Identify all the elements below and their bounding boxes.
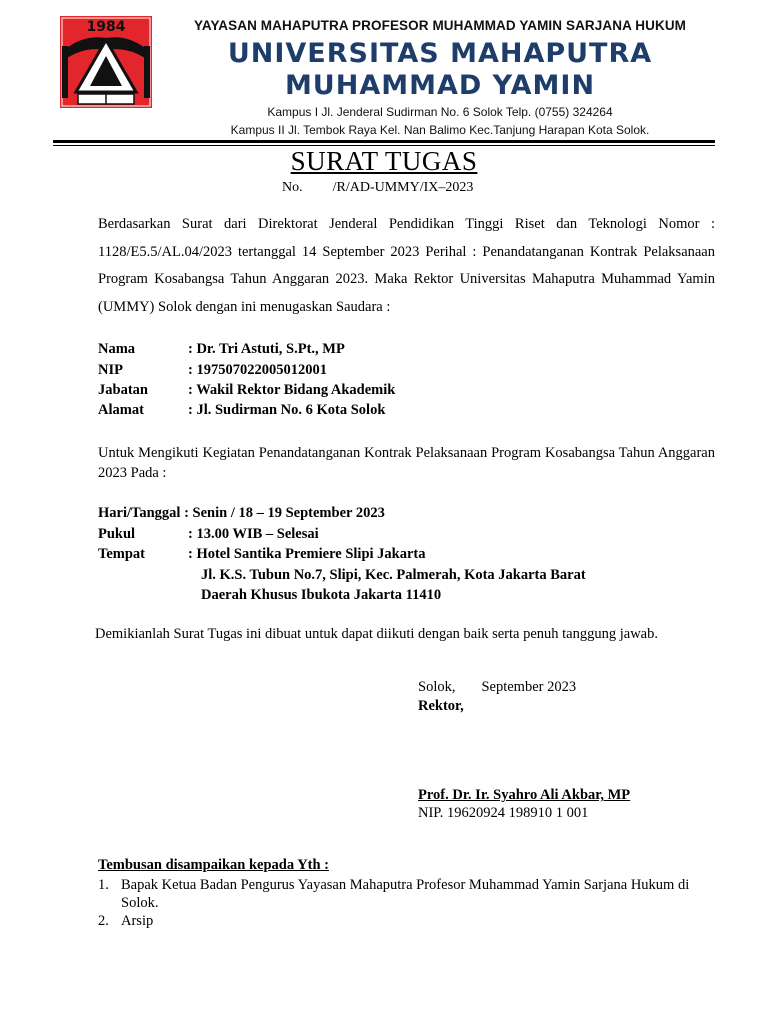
copies-item: [98, 876, 718, 912]
event-time-label: Pukul: [98, 526, 136, 542]
assignee-position-label: Jabatan: [98, 382, 148, 398]
assignee-nip-label: NIP: [98, 362, 123, 378]
assignee-position-value: : Wakil Rektor Bidang Akademik: [188, 382, 396, 398]
signature-place: Solok,: [418, 679, 456, 695]
event-place-line2: Jl. K.S. Tubun No.7, Slipi, Kec. Palmerah, Kota Jakarta Barat: [201, 567, 586, 583]
assignee-name-label: Nama: [98, 341, 136, 357]
copies-list: [98, 876, 718, 930]
university-name-line1: UNIVERSITAS MAHAPUTRA: [227, 38, 653, 69]
assignee-address-value: : Jl. Sudirman No. 6 Kota Solok: [188, 402, 386, 418]
event-place-line3: Daerah Khusus Ibukota Jakarta 11410: [201, 587, 442, 603]
assignee-nip-row: [98, 362, 327, 379]
copies-item-text: Bapak Ketua Badan Pengurus Yayasan Mahaputra Profesor Muhammad Yamin Sarjana Hukum di Solok.: [121, 877, 690, 911]
signatory-nip: NIP. 19620924 198910 1 001: [418, 805, 589, 821]
copies-title: Tembusan disampaikan kepada Yth :: [98, 857, 330, 873]
assignee-address-label: Alamat: [98, 402, 144, 418]
assignee-position-row: [98, 382, 395, 399]
copies-item-number: 1.: [98, 877, 109, 893]
intro-paragraph: Berdasarkan Surat dari Direktorat Jenderal Pendidikan Tinggi Riset dan Teknologi Nomor : 1128/E5.5/AL.04/2023 tertanggal 14 September 2023 Perihal : Penandatanganan Kontrak Pelaksanaan Program Kosabangsa Tahun Anggaran 2023. Maka Rektor Universitas Mahaputra Muhammad Yamin (UMMY) Solok dengan ini menugaskan Saudara :: [98, 216, 715, 315]
signatory-name: Prof. Dr. Ir. Syahro Ali Akbar, MP: [418, 787, 631, 803]
assignee-name-value: : Dr. Tri Astuti, S.Pt., MP: [188, 341, 345, 357]
copies-item-number: 2.: [98, 913, 109, 929]
foundation-name: YAYASAN MAHAPUTRA PROFESOR MUHAMMAD YAMIN SARJANA HUKUM: [193, 18, 687, 33]
university-name: [160, 38, 720, 102]
assignee-name-row: [98, 341, 345, 358]
event-time-row: [98, 526, 319, 543]
signature-date: September 2023: [481, 679, 577, 695]
campus-2-address: Kampus II Jl. Tembok Raya Kel. Nan Balimo Kec.Tanjung Harapan Kota Solok.: [230, 123, 650, 137]
purpose-paragraph: Untuk Mengikuti Kegiatan Penandatanganan Kontrak Pelaksanaan Program Kosabangsa Tahun Anggaran 2023 Pada :: [98, 445, 715, 481]
copies-item-text: Arsip: [121, 913, 154, 929]
university-name-line2: MUHAMMAD YAMIN: [284, 70, 596, 101]
event-place-value: : Hotel Santika Premiere Slipi Jakarta: [188, 546, 426, 562]
letter-number-prefix: No.: [282, 180, 303, 195]
event-place-label: Tempat: [98, 546, 145, 562]
event-place-row: [98, 546, 426, 563]
signature-place-date: [418, 679, 576, 696]
letter-number: [282, 180, 473, 196]
event-time-value: : 13.00 WIB – Selesai: [188, 526, 319, 542]
header-divider-thick: [53, 140, 715, 143]
event-date-label: Hari/Tanggal: [98, 505, 181, 521]
letter-number-suffix: /R/AD-UMMY/IX–2023: [332, 180, 474, 195]
copies-item: [98, 912, 718, 930]
event-date-value: : Senin / 18 – 19 September 2023: [184, 505, 385, 521]
assignee-address-row: [98, 402, 385, 419]
closing-paragraph: Demikianlah Surat Tugas ini dibuat untuk dapat diikuti dengan baik serta penuh tanggung jawab.: [95, 626, 658, 642]
signature-role: Rektor,: [418, 698, 464, 714]
event-date-row: [98, 505, 385, 522]
campus-1-address: Kampus I Jl. Jenderal Sudirman No. 6 Solok Telp. (0755) 324264: [267, 105, 613, 119]
logo-year: 1984: [86, 19, 126, 35]
letter-title: SURAT TUGAS: [290, 146, 478, 176]
university-logo: [60, 16, 152, 108]
assignee-nip-value: : 197507022005012001: [188, 362, 327, 378]
